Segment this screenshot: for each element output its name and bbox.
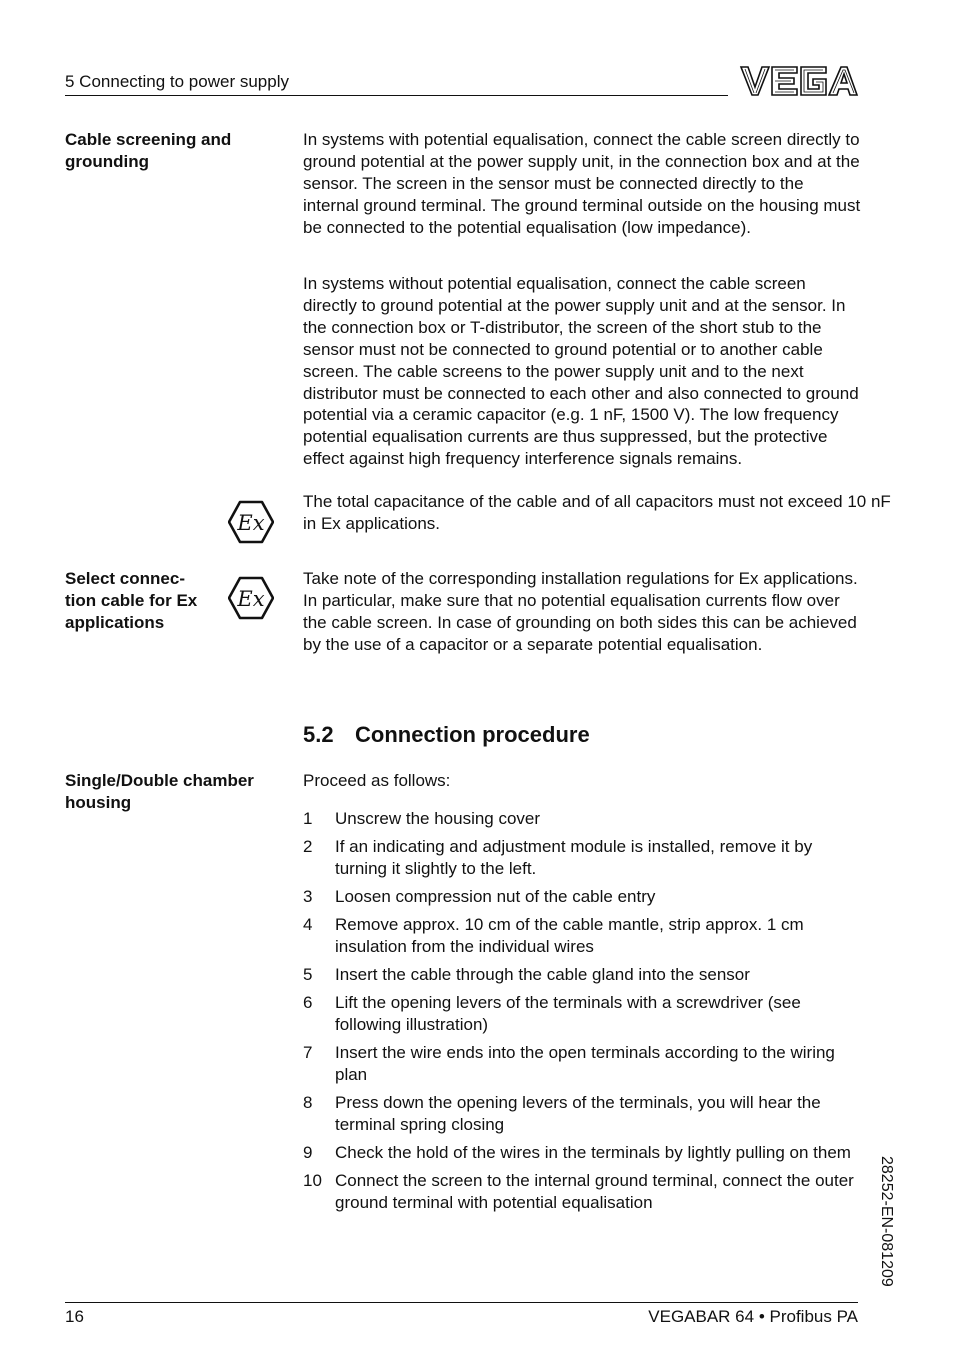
step-number: 3: [303, 887, 313, 906]
ex-capacitance-note: The total capacitance of the cable and of all capacitors must not exceed 10 nF in Ex applications.: [303, 492, 891, 533]
step-number: 6: [303, 993, 313, 1012]
ex-cable-label-line2: tion cable for Ex: [65, 591, 198, 610]
step-text: Check the hold of the wires in the terminals by lightly pulling on them: [335, 1143, 851, 1162]
cable-screening-paragraph-1: In systems with potential equalisation, connect the cable screen directly to ground potential at the power supply unit, in the connection box and at the sensor. The screen in the sensor must be connected directly to the internal ground terminal. The ground terminal outside on the housing must be connected to the potential equalisation (low impedance).: [303, 130, 861, 237]
list-item: [303, 1142, 863, 1164]
step-number: 1: [303, 809, 313, 828]
list-item: [303, 914, 863, 958]
header-rule: [65, 95, 728, 96]
svg-text:Ex: Ex: [237, 587, 265, 611]
housing-label-line2: housing: [65, 793, 132, 812]
section-number: 5.2: [303, 722, 334, 747]
step-text: Insert the wire ends into the open terminals according to the wiring plan: [335, 1043, 835, 1084]
ex-hexagon-icon: [228, 576, 274, 620]
procedure-intro: Proceed as follows:: [303, 771, 451, 790]
product-name: VEGABAR 64 • Profibus PA: [648, 1307, 858, 1326]
step-number: 2: [303, 837, 313, 856]
step-text: Lift the opening levers of the terminals with a screwdriver (see following illustration): [335, 993, 801, 1034]
list-item: [303, 836, 863, 880]
list-item: [303, 808, 863, 830]
cable-screening-paragraph-2: In systems without potential equalisation, connect the cable screen directly to ground potential at the power supply unit and at the sensor. In the connection box or T-distributor, the screen of the short stub to the sensor must not be connected to ground potential or to another cable screen. The cable screens to the power supply unit and to the next distributor must be connected to each other and also connected to ground potential via a ceramic capacitor (e.g. 1 nF, 1500 V). The low frequency potential equalisation currents are thus suppressed, but the protective effect against high frequency interference signals remains.: [303, 274, 859, 469]
ex-cable-paragraph: Take note of the corresponding installation regulations for Ex applications. In particular, make sure that no potential equalisation currents flow over the cable screen. In case of grounding on both sides this can be achieved by the use of a capacitor or a separate potential equalisation.: [303, 569, 858, 654]
step-number: 10: [303, 1171, 322, 1190]
cable-screening-label-line2: grounding: [65, 152, 150, 171]
list-item: [303, 992, 863, 1036]
step-text: Insert the cable through the cable gland into the sensor: [335, 965, 750, 984]
step-text: If an indicating and adjustment module is installed, remove it by turning it slightly to the left.: [335, 837, 813, 878]
list-item: [303, 964, 863, 986]
step-number: 7: [303, 1043, 313, 1062]
housing-label: [65, 770, 280, 814]
ex-cable-label-line3: applications: [65, 613, 165, 632]
procedure-steps: [303, 808, 863, 1220]
step-number: 5: [303, 965, 313, 984]
list-item: [303, 1042, 863, 1086]
housing-label-line1: Single/Double chamber: [65, 771, 254, 790]
section-title: Connection procedure: [355, 722, 590, 747]
step-text: Press down the opening levers of the terminals, you will hear the terminal spring closing: [335, 1093, 821, 1134]
section-header-title: 5 Connecting to power supply: [65, 72, 289, 91]
document-code-text: 28252-EN-081209: [878, 1156, 895, 1287]
step-number: 4: [303, 915, 313, 934]
list-item: [303, 886, 863, 908]
ex-hexagon-icon: [228, 500, 274, 544]
document-code: [876, 1156, 896, 1306]
step-text: Connect the screen to the internal ground terminal, connect the outer ground terminal with potential equalisation: [335, 1171, 854, 1212]
step-text: Unscrew the housing cover: [335, 809, 541, 828]
vega-logo: [739, 64, 859, 98]
step-text: Loosen compression nut of the cable entry: [335, 887, 656, 906]
list-item: [303, 1170, 863, 1214]
section-heading: [303, 722, 590, 748]
step-number: 8: [303, 1093, 313, 1112]
page-number: 16: [65, 1307, 84, 1326]
ex-cable-label-line1: Select connec-: [65, 569, 185, 588]
svg-text:Ex: Ex: [237, 511, 265, 535]
cable-screening-label-line1: Cable screening and: [65, 130, 232, 149]
cable-screening-label: [65, 129, 280, 173]
footer-rule: [65, 1302, 858, 1303]
step-number: 9: [303, 1143, 313, 1162]
list-item: [303, 1092, 863, 1136]
step-text: Remove approx. 10 cm of the cable mantle, strip approx. 1 cm insulation from the individual wires: [335, 915, 804, 956]
